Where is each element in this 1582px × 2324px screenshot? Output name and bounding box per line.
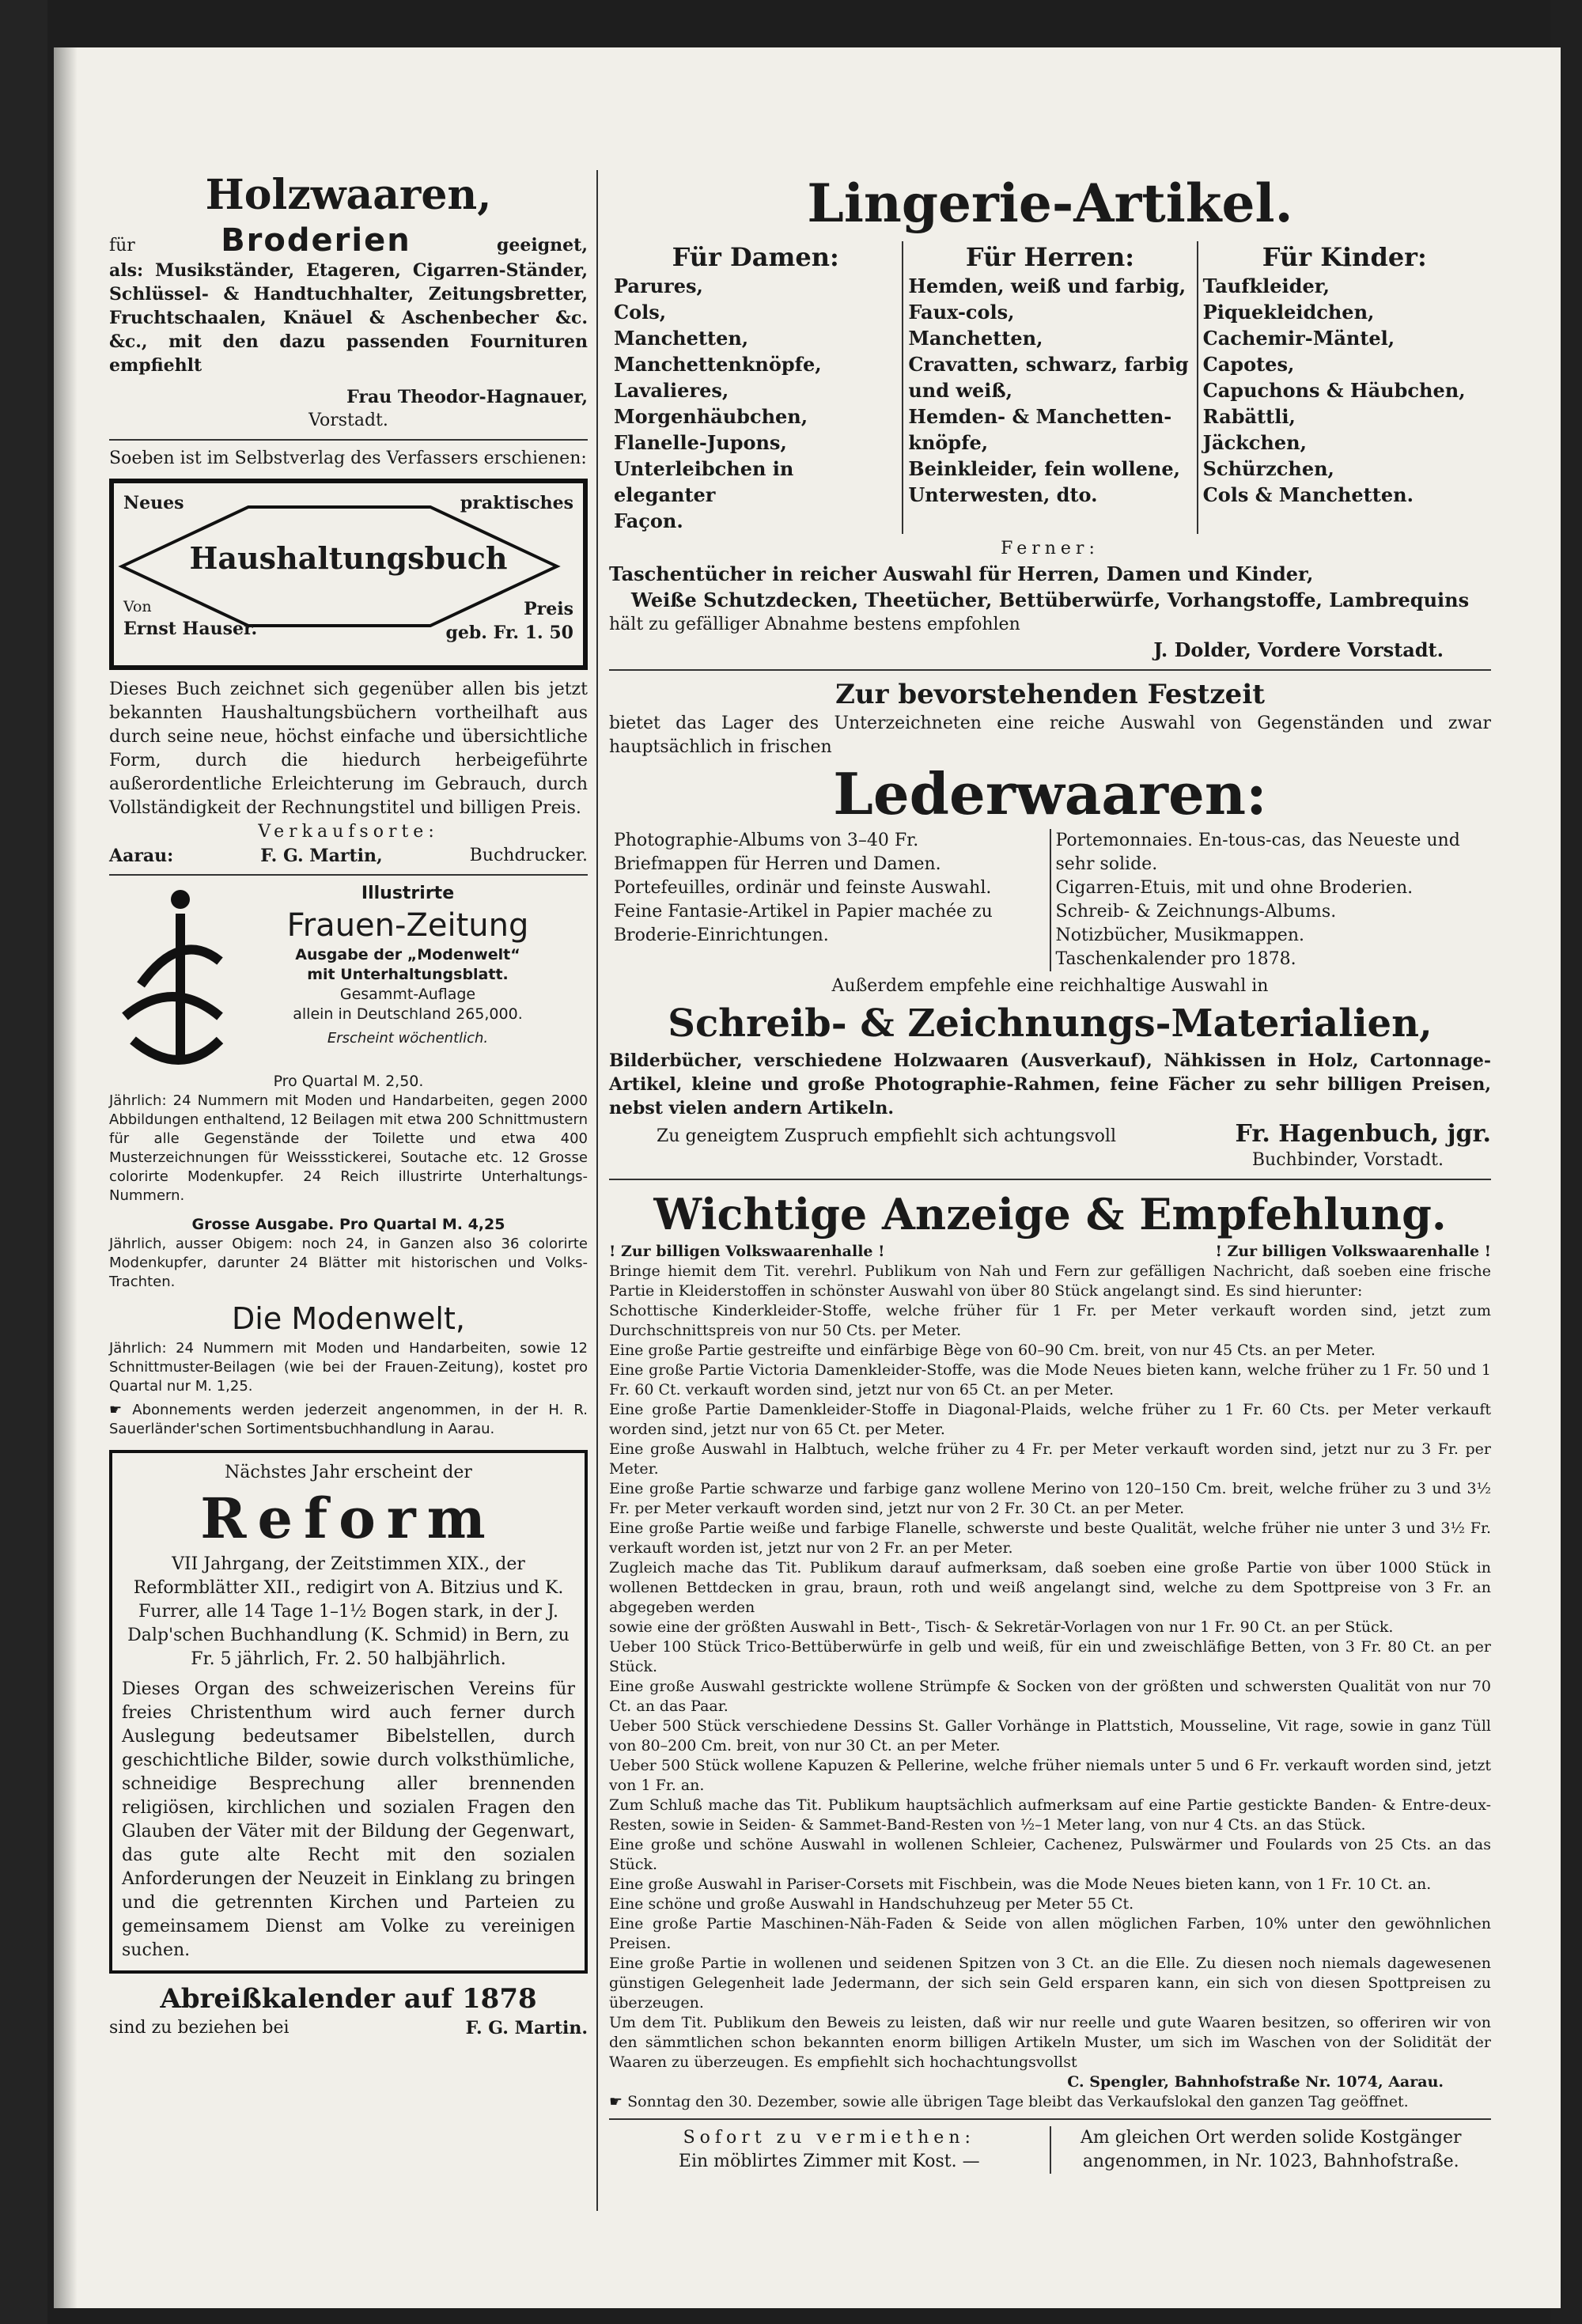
abreiss-name: F. G. Martin. bbox=[465, 2018, 588, 2038]
leder-schreib: Schreib- & Zeichnungs-Materialien, bbox=[668, 1001, 1433, 1046]
leder-right-item: Portemonnaies. En-tous-cas, das Neueste und sehr solide. bbox=[1055, 831, 1460, 874]
haushalt-verkauf: Verkaufsorte: bbox=[258, 822, 439, 842]
left-column bbox=[109, 170, 588, 2040]
lingerie-damen-item: Lavalieres, bbox=[614, 379, 729, 402]
wichtig-sub-right: ! Zur billigen Volkswaarenhalle ! bbox=[1215, 1243, 1491, 1260]
lingerie-halt: hält zu gefälliger Abnahme bestens empfohlen bbox=[609, 615, 1020, 634]
lingerie-kinder-item: Jäckchen, bbox=[1202, 431, 1307, 454]
lingerie-damen-item: Morgenhäubchen, bbox=[614, 405, 808, 428]
lingerie-kinder-item: Rabättli, bbox=[1202, 405, 1296, 428]
leder-intro: bietet das Lager des Unterzeichneten eine reiche Auswahl von Gegenständen und zwar hauptsächlich in frischen bbox=[609, 713, 1491, 757]
lingerie-kinder-item: Schürzchen, bbox=[1202, 457, 1334, 480]
reform-intro: Nächstes Jahr erscheint der bbox=[225, 1463, 472, 1482]
fz-abo: ☛ Abonnements werden jederzeit angenommen, in der H. R. Sauerländer'schen Sortimentsbuchhandlung in Aarau. bbox=[109, 1402, 589, 1437]
holzwaaren-title: Holzwaaren, bbox=[205, 171, 492, 219]
lingerie-ad bbox=[609, 170, 1491, 663]
lingerie-herren bbox=[902, 241, 1196, 534]
lingerie-herren-item: knöpfe, bbox=[908, 431, 989, 454]
reform-body2: Dieses Organ des schweizerischen Vereins für freies Christenthum wird auch ferner durch Auslegung bedeutsamer Bibelstellen, durch geschichtliche Bilder, sowie durch volksthümliche, schneidige Besprechung aller brennenden religiösen, kirchlichen und sozialen Fragen den Glauben der Väter mit der Bildung der Gegenwart, das gute alte Recht mit den sozialen Anforderungen der Neuzeit in Einklang zu bringen und die getrennten Kirchen und Parteien zu gemeinsamem Dienst am Volke zu vereinigen suchen. bbox=[122, 1679, 575, 1960]
fz-ausgabe: Ausgabe der „Modenwelt“ bbox=[295, 946, 520, 963]
leder-left-item: Feine Fantasie-Artikel in Papier machée zu Broderie-Einrichtungen. bbox=[614, 902, 993, 945]
lingerie-herren-item: Beinkleider, fein wollene, bbox=[908, 457, 1181, 480]
lingerie-title: Lingerie-Artikel. bbox=[807, 172, 1293, 234]
holz-name: Frau Theodor-Hagnauer, bbox=[346, 387, 588, 407]
fz-auflage2: allein in Deutschland 265,000. bbox=[293, 1005, 523, 1023]
reform-ad bbox=[109, 1450, 588, 1974]
lingerie-kinder bbox=[1197, 241, 1491, 534]
holz-fuer: für bbox=[109, 236, 135, 255]
wichtig-paragraph-item: Eine große Partie weiße und farbige Flanelle, schwerste und beste Qualität, welche früher nie unter 3 und 3½ Fr. verkauft worden ist, jetzt nur von 2 Fr. an per Meter. bbox=[609, 1520, 1491, 1557]
leder-right-item: Taschenkalender pro 1878. bbox=[1055, 949, 1296, 969]
fz-grosse: Grosse Ausgabe. Pro Quartal M. 4,25 bbox=[191, 1216, 505, 1233]
wichtig-paragraph-item: Eine große Auswahl in Pariser-Corsets mit Fischbein, was die Mode Neues bieten kann, von 1 Fr. 10 Ct. an. bbox=[609, 1875, 1432, 1893]
right-column bbox=[609, 170, 1491, 2174]
holz-body: als: Musikständer, Etageren, Cigarren-Ständer, Schlüssel- & Handtuchhalter, Zeitungsbretter, Fruchtschaalen, Knäuel & Aschenbecher &c. &c., mit den dazu passenden Fournituren empfiehlt bbox=[109, 260, 588, 376]
wichtig-paragraph-item: Eine große Partie Maschinen-Näh-Faden & Seide von allen möglichen Farben, 10% unter den gewöhnlichen Preisen. bbox=[609, 1915, 1491, 1952]
wichtig-paragraph-item: Zugleich mache das Tit. Publikum darauf aufmerksam, daß soeben eine große Partie von über 1000 Stück in wollenen Bettdecken in grau, braun, roth und weiß angelangt sind, welche zu dem Spottpreise von 3 Fr. an abgegeben werden bbox=[609, 1559, 1491, 1616]
leder-ausserdem: Außerdem empfehle eine reichhaltige Auswahl in bbox=[831, 976, 1269, 996]
lingerie-herren-item: Manchetten, bbox=[908, 327, 1043, 350]
wichtig-paragraph-item: Eine große Partie schwarze und farbige ganz wollene Merino von 120–150 Cm. breit, welche früher zu 3 und 3½ Fr. per Meter verkauft worden sind, jetzt nur von 2 Fr. 30 Ct. an per Meter. bbox=[609, 1480, 1491, 1517]
leder-left-list bbox=[609, 829, 1050, 971]
lingerie-damen-item: Flanelle-Jupons, bbox=[614, 431, 787, 454]
lingerie-herren-item: Hemden- & Manchetten- bbox=[908, 405, 1172, 428]
scan-border-left bbox=[0, 0, 47, 2324]
leder-right-item: Cigarren-Etuis, mit und ohne Broderien. bbox=[1055, 878, 1414, 898]
vermiethen-ad bbox=[609, 2126, 1491, 2174]
wichtig-paragraph-item: sowie eine der größten Auswahl in Bett-, Tisch- & Sekretär-Vorlagen von nur 1 Fr. 90 Ct. an per Stück. bbox=[609, 1618, 1394, 1636]
fz-auflage1: Gesammt-Auflage bbox=[339, 986, 476, 1003]
holzwaaren-ad bbox=[109, 170, 588, 433]
box-bottom-right-1: Preis bbox=[524, 599, 573, 619]
wichtig-paragraph-item: Eine große Auswahl gestrickte wollene Strümpfe & Socken von der größten und schwersten Qualität von nur 70 Ct. an das Paar. bbox=[609, 1678, 1491, 1715]
frauen-zeitung-ad bbox=[109, 882, 588, 1439]
leder-right-list bbox=[1050, 829, 1492, 971]
col3-list bbox=[1203, 273, 1486, 508]
lingerie-herren-item: Hemden, weiß und farbig, bbox=[908, 274, 1186, 297]
haushalt-desc: Dieses Buch zeichnet sich gegenüber allen bis jetzt bekannten Haushaltungsbüchern vortheilhaft aus durch seine neue, höchst einfache und übersichtliche Form, durch die hiedurch herbeigeführte außerordentliche Erleichterung im Gebrauch, durch Vollständigkeit der Rechnungstitel und billigen Preis. bbox=[109, 679, 588, 818]
wichtig-paragraph-item: Eine große und schöne Auswahl in wollenen Schleier, Cachenez, Pulswärmer und Foulards von 25 Cts. an das Stück. bbox=[609, 1836, 1491, 1873]
box-bottom-right-2: geb. Fr. 1. 50 bbox=[445, 623, 573, 643]
fz-erscheint: Erscheint wöchentlich. bbox=[327, 1030, 489, 1047]
fz-jahrlich: Jährlich: 24 Nummern mit Moden und Handarbeiten, gegen 2000 Abbildungen enthaltend, 12 Beilagen mit etwa 200 Schnittmustern für alle Gegenstände der Toilette und etwa 400 Musterzeichnungen für Weissstickerei, Soutache etc. 12 Grosse colorirte Modenkupfer. 24 Reich illustrirte Unterhaltungs-Nummern. bbox=[109, 1092, 588, 1204]
col2-head: Für Herren: bbox=[965, 242, 1135, 272]
wichtig-paragraph-item: Schottische Kinderkleider-Stoffe, welche früher für 1 Fr. per Meter verkauft worden sind, jetzt zum Durchschnittspreis von nur 50 Cts. per Meter. bbox=[609, 1302, 1491, 1339]
haushaltungsbuch-ad bbox=[109, 447, 588, 868]
fz-quartal: Pro Quartal M. 2,50. bbox=[273, 1073, 424, 1090]
lingerie-ferner: Ferner: bbox=[1001, 539, 1099, 558]
fz-grosse-body: Jährlich, ausser Obigem: noch 24, in Ganzen also 36 colorirte Modenkupfer, darunter 24 Blätter mit historischen und Volks-Trachten. bbox=[109, 1236, 588, 1290]
frauen-zeitung-monogram-icon bbox=[109, 882, 228, 1072]
haushalt-name: F. G. Martin, bbox=[260, 846, 383, 866]
wichtig-paragraph-item: Eine große Partie in wollenen und seidenen Spitzen von 3 Ct. an die Elle. Zu diesen noch niemals dagewesenen günstigen Gelegenheit lade Jedermann, der sich sein Geld ersparen kann, ein sich von diesen Spottpreisen zu überzeugen. bbox=[609, 1955, 1491, 2012]
bottom-left1: Sofort zu vermiethen: bbox=[683, 2128, 975, 2148]
lingerie-damen-item: Façon. bbox=[614, 509, 683, 532]
leder-head: Zur bevorstehenden Festzeit bbox=[835, 679, 1265, 710]
divider bbox=[109, 439, 588, 441]
lingerie-damen-item: Parures, bbox=[614, 274, 703, 297]
wichtige-anzeige-ad bbox=[609, 1187, 1491, 2112]
reform-title: Reform bbox=[200, 1486, 497, 1551]
lingerie-herren-item: Unterwesten, dto. bbox=[908, 483, 1098, 506]
haushalt-intro: Soeben ist im Selbstverlag des Verfassers erschienen: bbox=[109, 449, 587, 468]
wichtig-paragraph-item: Eine große Partie gestreifte und einfärbige Bège von 60–90 Cm. breit, von nur 45 Cts. an per Meter. bbox=[609, 1342, 1376, 1359]
column-divider bbox=[596, 170, 598, 2211]
box-title: Haushaltungsbuch bbox=[189, 540, 508, 576]
bottom-left2: Ein möblirtes Zimmer mit Kost. — bbox=[678, 2152, 980, 2171]
box-bottom-left-2: Ernst Hauser. bbox=[123, 619, 258, 639]
page-fold-shadow bbox=[54, 47, 78, 2308]
abreiss-line: sind zu beziehen bei bbox=[109, 2018, 290, 2038]
lingerie-taschen: Taschentücher in reicher Auswahl für Herren, Damen und Kinder, bbox=[609, 562, 1314, 585]
wichtig-sonntag: ☛ Sonntag den 30. Dezember, sowie alle übrigen Tage bleibt das Verkaufslokal den ganzen Tag geöffnet. bbox=[609, 2093, 1409, 2110]
lingerie-kinder-item: Cols & Manchetten. bbox=[1202, 483, 1414, 506]
wichtig-paragraph-item: Ueber 100 Stück Trico-Bettüberwürfe in gelb und weiß, für ein und zweischläfige Betten, von 3 Fr. 80 Ct. an per Stück. bbox=[609, 1638, 1491, 1675]
col3-head: Für Kinder: bbox=[1262, 242, 1427, 272]
leder-left-item: Briefmappen für Herren und Damen. bbox=[614, 854, 941, 874]
leder-left-item: Photographie-Albums von 3–40 Fr. bbox=[614, 831, 919, 850]
divider bbox=[609, 669, 1491, 671]
reform-body1: VII Jahrgang, der Zeitstimmen XIX., der Reformblätter XII., redigirt von A. Bitzius und K. Furrer, alle 14 Tage 1–1½ Bogen stark, in der J. Dalp'schen Buchhandlung (K. Schmid) in Bern, zu Fr. 5 jährlich, Fr. 2. 50 halbjährlich. bbox=[127, 1554, 570, 1669]
fz-mit: mit Unterhaltungsblatt. bbox=[307, 966, 509, 983]
wichtig-paragraph-item: Zum Schluß mache das Tit. Publikum hauptsächlich aufmerksam auf eine Partie gestickte Banden- & Entre-deux-Resten, sowie in Seiden- & Sammet-Band-Resten von ½–1 Meter lang, von nur 4 Cts. an das Stück. bbox=[609, 1796, 1491, 1834]
fz-title: Frauen-Zeitung bbox=[286, 907, 529, 944]
modenwelt-title: Die Modenwelt, bbox=[232, 1301, 465, 1336]
lederwaaren-ad bbox=[609, 677, 1491, 1172]
wichtig-paragraphs bbox=[609, 1262, 1491, 2072]
wichtig-sub-left: ! Zur billigen Volkswaarenhalle ! bbox=[609, 1243, 885, 1260]
lingerie-weisse: Weiße Schutzdecken, Theetücher, Bettüberwürfe, Vorhangstoffe, Lambrequins bbox=[630, 589, 1470, 611]
divider bbox=[609, 1179, 1491, 1180]
mw-body: Jährlich: 24 Nummern mit Moden und Handarbeiten, sowie 12 Schnittmuster-Beilagen (wie bei der Frauen-Zeitung), kostet pro Quartal nur M. 1,25. bbox=[109, 1340, 588, 1395]
abreiss-title: Abreißkalender auf 1878 bbox=[160, 1983, 537, 2015]
wichtig-paragraph-item: Eine große Partie Damenkleider-Stoffe in Diagonal-Plaids, welche früher zu 1 Fr. 60 Cts. per Meter verkauft worden sind, jetzt nur von 65 Ct. per Meter. bbox=[609, 1401, 1491, 1438]
wichtig-paragraph-item: Eine schöne und große Auswahl in Handschuhzeug per Meter 55 Ct. bbox=[609, 1895, 1134, 1913]
holz-place: Vorstadt. bbox=[308, 411, 388, 430]
holz-geeignet: geeignet, bbox=[497, 235, 588, 255]
wichtig-paragraph-item: Ueber 500 Stück verschiedene Dessins St. Galler Vorhänge in Plattstich, Mousseline, Vit rage, sowie in ganz Tüll von 80–200 Cm. breit, von nur 30 Ct. an per Meter. bbox=[609, 1717, 1491, 1754]
wichtig-paragraph-item: Eine große Partie Victoria Damenkleider-Stoffe, was die Mode Neues bieten kann, welche früher zu 1 Fr. 50 und 1 Fr. 60 Ct. verkauft worden sind, jetzt nur von 65 Ct. an per Meter. bbox=[609, 1361, 1491, 1399]
box-top-left: Neues bbox=[123, 493, 184, 513]
lingerie-kinder-item: Piquekleidchen, bbox=[1202, 301, 1375, 324]
lingerie-damen-item: Manchetten, bbox=[614, 327, 749, 350]
leder-right-item: Schreib- & Zeichnungs-Albums. bbox=[1055, 902, 1337, 922]
lingerie-herren-item: Cravatten, schwarz, farbig bbox=[908, 353, 1189, 376]
wichtig-paragraph-item: Eine große Auswahl in Halbtuch, welche früher zu 4 Fr. per Meter verkauft worden sind, jetzt nur zu 3 Fr. per Meter. bbox=[609, 1440, 1491, 1478]
bottom-right1: Am gleichen Ort werden solide Kostgänger bbox=[1080, 2128, 1462, 2148]
lingerie-herren-item: und weiß, bbox=[908, 379, 1012, 402]
wichtig-paragraph-item: Ueber 500 Stück wollene Kapuzen & Pellerine, welche früher niemals unter 5 und 6 Fr. verkauft worden sind, jetzt von 1 Fr. an. bbox=[609, 1757, 1491, 1794]
col2-list bbox=[908, 273, 1191, 508]
holz-broderien: Broderien bbox=[221, 222, 411, 259]
leder-zuspruch: Zu geneigtem Zuspruch empfiehlt sich achtungsvoll bbox=[657, 1126, 1116, 1146]
bottom-right2: angenommen, in Nr. 1023, Bahnhofstraße. bbox=[1082, 2152, 1459, 2171]
haushalt-ort: Aarau: bbox=[109, 846, 174, 866]
leder-role: Buchbinder, Vorstadt. bbox=[1251, 1150, 1444, 1170]
divider bbox=[109, 874, 588, 876]
fz-illu: Illustrirte bbox=[361, 884, 455, 903]
leder-body: Bilderbücher, verschiedene Holzwaaren (Ausverkauf), Nähkissen in Holz, Cartonnage-Artikel, kleine und große Photographie-Rahmen, feine Fächer zu sehr billigen Preisen, nebst vielen andern Artikeln. bbox=[609, 1050, 1491, 1118]
lingerie-damen-item: Unterleibchen in eleganter bbox=[614, 457, 794, 506]
lingerie-kinder-item: Capotes, bbox=[1202, 353, 1295, 376]
leder-title: Lederwaaren: bbox=[833, 760, 1267, 827]
wichtig-title: Wichtige Anzeige & Empfehlung. bbox=[653, 1189, 1447, 1240]
lingerie-name: J. Dolder, Vordere Vorstadt. bbox=[1153, 638, 1444, 661]
divider bbox=[609, 2118, 1491, 2120]
leder-left-item: Portefeuilles, ordinär und feinste Auswahl. bbox=[614, 878, 992, 898]
lingerie-herren-item: Faux-cols, bbox=[908, 301, 1015, 324]
lingerie-damen-item: Manchettenknöpfe, bbox=[614, 353, 822, 376]
wichtig-paragraph-item: Um dem Tit. Publikum den Beweis zu leisten, daß wir nur reelle und gute Waaren besitzen, so offeriren wir von den sämmtlichen schon bekannten enorm billigen Artikeln Muster, um sich im Waschen von der Solidität der Waaren zu überzeugen. Es empfiehlt sich hochachtungsvollst bbox=[609, 2014, 1491, 2071]
lingerie-kinder-item: Capuchons & Häubchen, bbox=[1202, 379, 1466, 402]
lingerie-damen-item: Cols, bbox=[614, 301, 667, 324]
wichtig-name: C. Spengler, Bahnhofstraße Nr. 1074, Aarau. bbox=[1067, 2073, 1444, 2091]
box-top-right: praktisches bbox=[460, 493, 573, 513]
fz-abo-text: Abonnements werden jederzeit angenommen, in der H. R. Sauerländer'schen Sortimentsbuchhandlung in Aarau. bbox=[109, 1402, 589, 1437]
wichtig-paragraph-item: Bringe hiemit dem Tit. verehrl. Publikum von Nah und Fern zur gefälligen Nachricht, daß soeben eine frische Partie in Kleiderstoffen in schönster Auswahl von über 80 Stück angelangt sind. Es sind hierunter: bbox=[609, 1262, 1491, 1300]
col1-list bbox=[614, 273, 897, 534]
col1-head: Für Damen: bbox=[672, 242, 839, 272]
box-bottom-left-1: Von bbox=[123, 598, 152, 615]
wichtig-sonntag-text: Sonntag den 30. Dezember, sowie alle übrigen Tage bleibt das Verkaufslokal den ganzen Tag geöffnet. bbox=[627, 2093, 1409, 2110]
lingerie-damen bbox=[609, 241, 902, 534]
leder-name: Fr. Hagenbuch, jgr. bbox=[1235, 1120, 1491, 1148]
haushalt-box bbox=[109, 479, 588, 670]
haushalt-role: Buchdrucker. bbox=[469, 846, 588, 865]
lingerie-kinder-item: Taufkleider, bbox=[1202, 274, 1330, 297]
leder-right-item: Notizbücher, Musikmappen. bbox=[1055, 925, 1304, 945]
lingerie-kinder-item: Cachemir-Mäntel, bbox=[1202, 327, 1395, 350]
